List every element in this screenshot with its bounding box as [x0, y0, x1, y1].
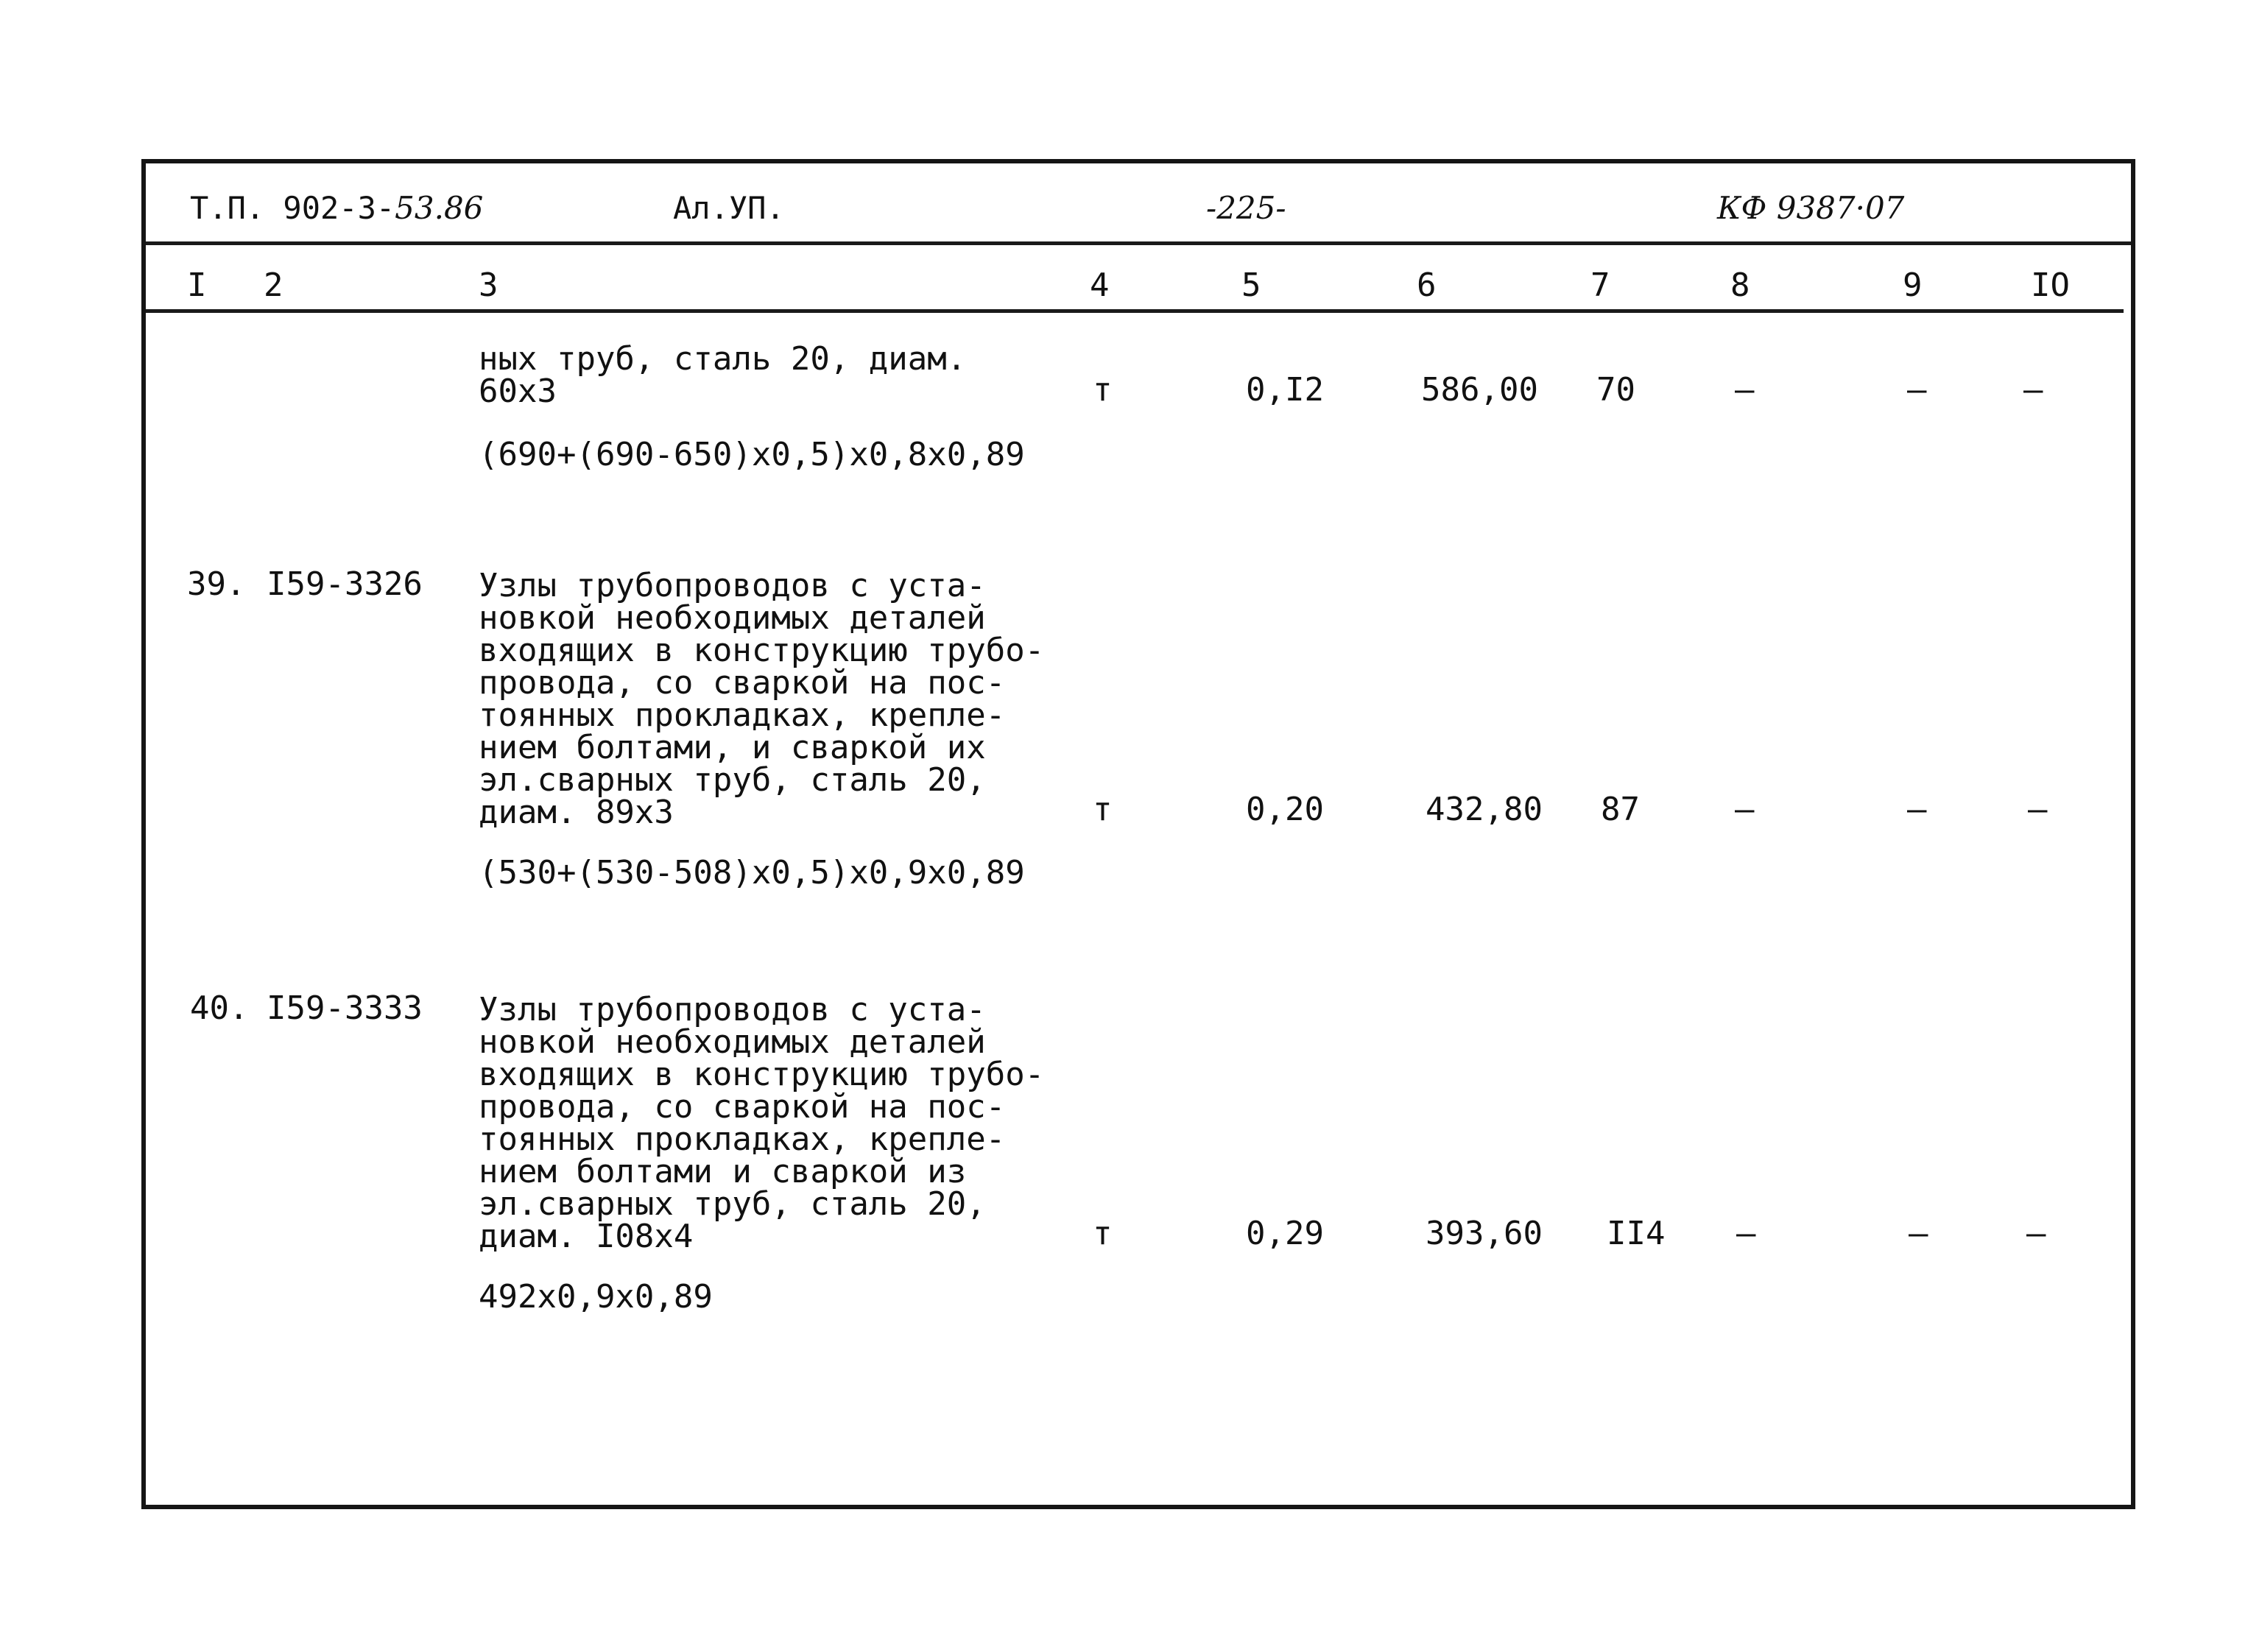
row-1-col7: 70 [1596, 371, 1635, 409]
row-40-col9: – [1909, 1215, 1928, 1252]
row-39-unit: т [1093, 791, 1113, 828]
row-39-col7: 87 [1601, 791, 1640, 828]
document-code: КФ 9387·07 [1717, 190, 1905, 226]
project-code [190, 190, 483, 226]
row-39-formula: (530+(530-508)х0,5)х0,9х0,89 [479, 854, 1025, 892]
column-header-4: 4 [1090, 266, 1110, 304]
column-header-8: 8 [1730, 266, 1750, 304]
row-39-description: Узлы трубопроводов с уста- новкой необходимых деталей входящих в конструкцию трубо- провода, со сваркой на пос- тоянных прокладках, крепле- нием болтами, и сваркой их эл.сварных труб, сталь 20, диам. 89х3 [479, 567, 1045, 831]
column-header-2: 2 [264, 266, 283, 304]
row-39-col10: – [2028, 791, 2048, 828]
row-1-unit: т [1093, 371, 1113, 409]
row-1-col10: – [2023, 371, 2043, 409]
row-40-description: Узлы трубопроводов с уста- новкой необходимых деталей входящих в конструкцию трубо- провода, со сваркой на пос- тоянных прокладках, крепле- нием болтами и сваркой из эл.сварных труб, сталь 20, диам. I08х4 [479, 991, 1045, 1255]
row-39-col9: – [1907, 791, 1927, 828]
row-40-col8: – [1736, 1215, 1756, 1252]
album-label: Ал.УП. [673, 190, 785, 226]
row-1-col9: – [1907, 371, 1927, 409]
row-39-code: I59-3326 [267, 565, 423, 603]
row-39-price: 432,80 [1426, 791, 1543, 828]
row-1-price: 586,00 [1421, 371, 1538, 409]
row-1-col8: – [1735, 371, 1755, 409]
project-code-prefix: Т.П. 902-3- [190, 190, 395, 226]
row-40-col10: – [2026, 1215, 2046, 1252]
page-number: -225- [1206, 190, 1286, 226]
column-header-10: IO [2031, 266, 2070, 304]
row-39-quantity: 0,20 [1246, 791, 1324, 828]
columns-divider [146, 309, 2124, 313]
row-40-quantity: 0,29 [1246, 1215, 1324, 1252]
row-1-formula: (690+(690-650)х0,5)х0,8х0,89 [479, 436, 1025, 473]
project-code-handwritten: 53.86 [395, 190, 484, 226]
row-40-price: 393,60 [1426, 1215, 1543, 1252]
column-header-5: 5 [1241, 266, 1261, 304]
column-header-9: 9 [1903, 266, 1923, 304]
row-40-code: I59-3333 [267, 989, 423, 1027]
column-header-1: I [187, 266, 207, 304]
row-1-quantity: 0,I2 [1246, 371, 1324, 409]
row-40-number: 40. [190, 989, 249, 1027]
row-40-unit: т [1093, 1215, 1113, 1252]
document-sheet [141, 159, 2135, 1509]
header-divider [146, 241, 2131, 245]
column-header-7: 7 [1590, 266, 1610, 304]
column-header-3: 3 [479, 266, 498, 304]
row-40-col7: II4 [1607, 1215, 1666, 1252]
row-39-number: 39. [187, 565, 246, 603]
row-40-formula: 492х0,9х0,89 [479, 1278, 713, 1316]
row-39-col8: – [1735, 791, 1755, 828]
column-header-6: 6 [1417, 266, 1437, 304]
row-1-description: ных труб, сталь 20, диам. 60х3 [479, 340, 967, 410]
